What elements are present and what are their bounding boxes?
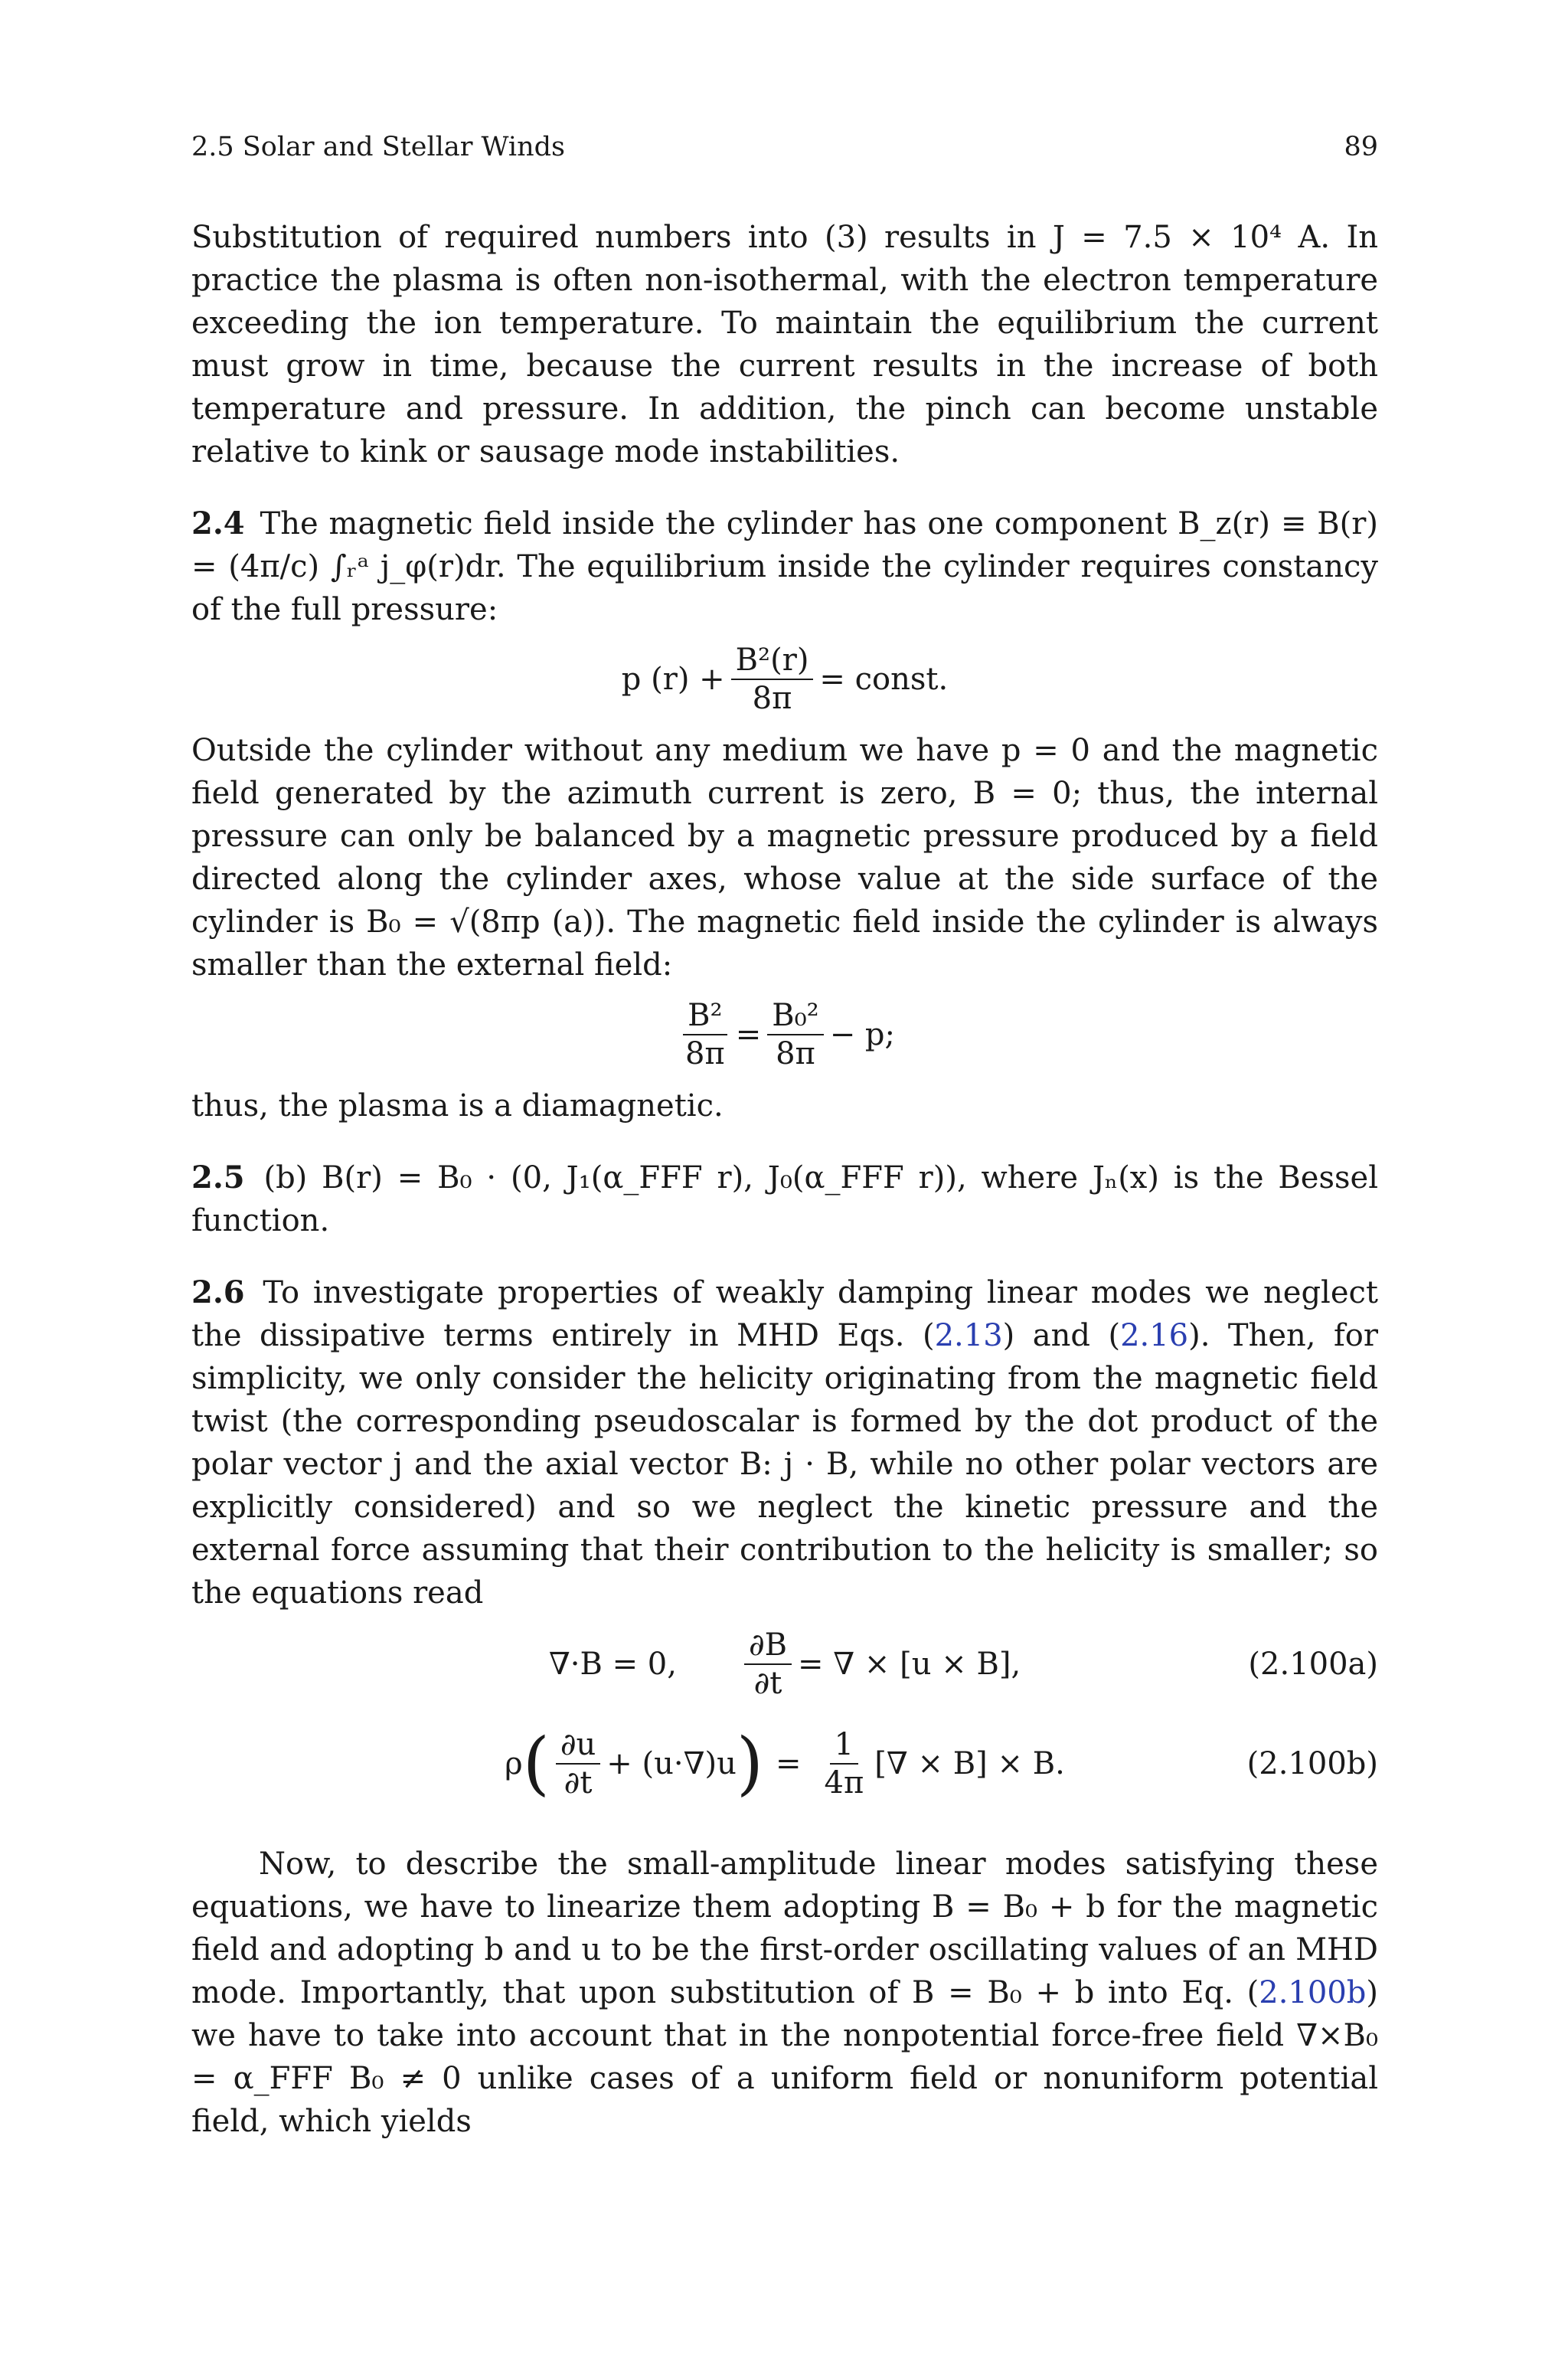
equation-link-2-100b[interactable]: 2.100b	[1259, 1975, 1367, 2010]
eq-right: − p;	[829, 1017, 896, 1052]
rho-symbol: ρ	[505, 1746, 523, 1781]
equation-2-100b	[191, 1714, 1378, 1814]
text-run: Now, to describe the small-amplitude linear modes satisfying these equations, we have to linearize them adopting B = B₀ + b for the magnetic field and adopting b and u to be the first-order oscillating values of an MHD mode. Importantly, that upon substitution of B = B₀ + b into Eq. (	[191, 1846, 1378, 2010]
solution-number: 2.6	[191, 1274, 245, 1310]
eq-sign: =	[735, 1017, 762, 1052]
fraction-numerator: B²	[683, 997, 727, 1035]
eq-left: ∇·B = 0,	[548, 1647, 677, 1682]
equation-link-2-13[interactable]: 2.13	[934, 1318, 1003, 1353]
left-paren: (	[522, 1723, 550, 1804]
fraction	[556, 1726, 600, 1801]
page	[191, 130, 1378, 2143]
solution-2-4-end: thus, the plasma is a diamagnetic.	[191, 1088, 724, 1124]
fraction-denominator: 8π	[776, 1036, 815, 1071]
fraction-denominator: 4π	[824, 1765, 864, 1801]
solution-2-6	[191, 1271, 1378, 1814]
eq-middle: + (u·∇)u	[606, 1746, 737, 1781]
fraction	[731, 642, 814, 717]
fraction-numerator: ∂B	[744, 1627, 792, 1665]
equation-number: (2.100a)	[1248, 1647, 1378, 1682]
page-number: 89	[1344, 132, 1378, 162]
equation-diamagnetic	[191, 997, 1378, 1072]
solution-2-4-intro	[191, 502, 1378, 631]
eq-sign: =	[776, 1746, 802, 1781]
equation-link-2-16[interactable]: 2.16	[1120, 1318, 1189, 1353]
fraction-numerator: B₀²	[767, 997, 823, 1035]
fraction	[744, 1627, 792, 1702]
solution-2-5-text: (b) B(r) = B₀ · (0, J₁(α_FFF r), J₀(α_FFF r)), where Jₙ(x) is the Bessel function.	[191, 1160, 1378, 1238]
equation-pressure-balance	[191, 642, 1378, 717]
right-paren: )	[736, 1723, 763, 1804]
text-run: ). Then, for simplicity, we only consider the helicity originating from the magnetic field twist (the corresponding pseudoscalar is formed by the dot product of the polar vector j and the axial vector B: j · B, while no other polar vectors are explicitly considered) and so we neglect the kinetic pressure and the external force assuming that their contribution to the helicity is smaller; so the equations read	[191, 1318, 1378, 1611]
text-run: To investigate properties of weakly damping linear modes we neglect the dissipative terms entirely in MHD Eqs. (	[191, 1275, 1378, 1353]
text-run: ) and (	[1002, 1318, 1121, 1353]
paragraph-linearization	[191, 1843, 1378, 2143]
fraction-numerator: ∂u	[556, 1726, 600, 1765]
fraction-numerator: B²(r)	[731, 642, 814, 680]
equation-2-100a	[191, 1614, 1378, 1714]
solution-2-5	[191, 1156, 1378, 1242]
eq-right: [∇ × B] × B.	[874, 1746, 1065, 1781]
eq-right: = const.	[819, 662, 949, 697]
solution-2-4-text: The magnetic field inside the cylinder has one component B_z(r) ≡ B(r) = (4π/c) ∫ᵣᵃ j_φ(r)dr. The equilibrium inside the cylinder requires constancy of the full pressure:	[191, 506, 1378, 627]
section-title: 2.5 Solar and Stellar Winds	[191, 132, 566, 162]
fraction-denominator: ∂t	[753, 1666, 782, 1701]
solution-number: 2.5	[191, 1160, 245, 1196]
solution-number: 2.4	[191, 505, 245, 541]
equation-number: (2.100b)	[1246, 1746, 1378, 1781]
solution-2-6-text	[191, 1271, 1378, 1614]
fraction-denominator: 8π	[684, 1036, 725, 1071]
eq-right: = ∇ × [u × B],	[798, 1647, 1021, 1682]
fraction-numerator: 1	[830, 1726, 858, 1765]
fraction	[820, 1726, 869, 1801]
eq-left: p (r) +	[621, 662, 725, 697]
text-run: ) we have to take into account that in the nonpotential force-free field ∇×B₀ = α_FFF B₀ ≠ 0 unlike cases of a uniform field or nonuniform potential field, which yields	[191, 1975, 1378, 2139]
fraction-denominator: ∂t	[564, 1765, 593, 1801]
paragraph-solution-2-3: Substitution of required numbers into (3) results in J = 7.5 × 10⁴ A. In practice the plasma is often non-isothermal, with the electron temperature exceeding the ion temperature. To maintain the equilibrium the current must grow in time, because the current results in the increase of both temperature and pressure. In addition, the pinch can become unstable relative to kink or sausage mode instabilities.	[191, 220, 1378, 469]
solution-2-4-middle: Outside the cylinder without any medium we have p = 0 and the magnetic field generated by the azimuth current is zero, B = 0; thus, the internal pressure can only be balanced by a magnetic pressure produced by a field directed along the cylinder axes, whose value at the side surface of the cylinder is B₀ = √(8πp (a)). The magnetic field inside the cylinder is always smaller than the external field:	[191, 733, 1378, 983]
solution-2-4	[191, 502, 1378, 1127]
fraction	[681, 997, 730, 1072]
fraction-denominator: 8π	[752, 681, 792, 716]
running-head	[191, 130, 1378, 164]
fraction	[767, 997, 823, 1072]
